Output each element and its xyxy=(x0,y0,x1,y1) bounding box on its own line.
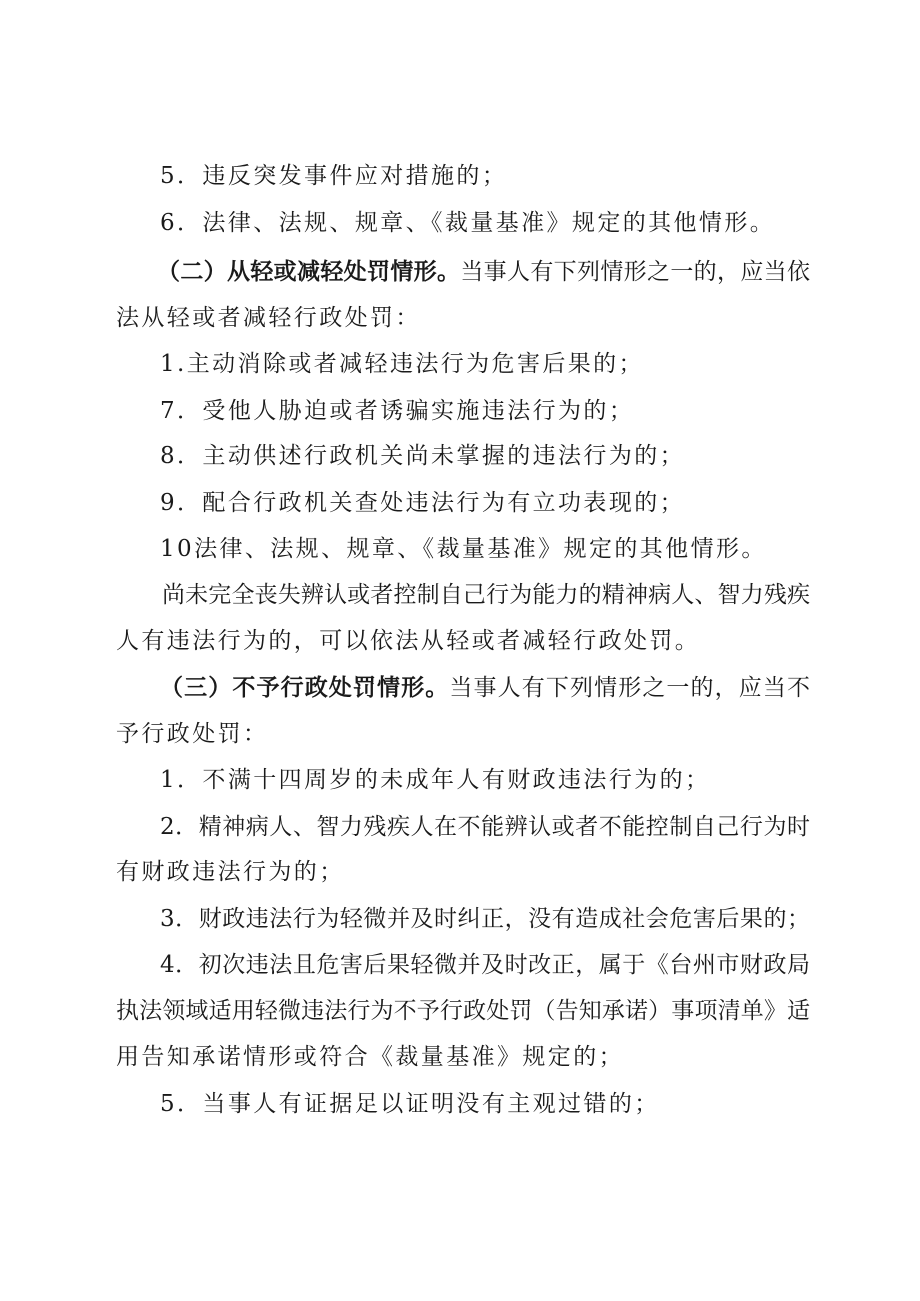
item-7-coerced: 7．受他人胁迫或者诱骗实施违法行为的； xyxy=(160,398,635,424)
item-9-cooperation: 9．配合行政机关查处违法行为有立功表现的； xyxy=(160,490,686,516)
section-3-intro: 当事人有下列情形之一的，应当不 xyxy=(449,675,811,701)
mental-illness-paragraph-line2: 人有违法行为的，可以依法从轻或者减轻行政处罚。 xyxy=(116,628,701,654)
section-2-heading-line xyxy=(157,257,810,287)
item-3-minor-violation: 3．财政违法行为轻微并及时纠正，没有造成社会危害后果的； xyxy=(160,906,810,932)
section-2-intro: 当事人有下列情形之一的，应当依 xyxy=(460,259,811,285)
section-3-intro-continued: 予行政处罚： xyxy=(116,721,269,747)
item-5-violate-emergency-measures: 5．违反突发事件应对措施的； xyxy=(160,163,508,189)
section-3-heading: （三）不予行政处罚情形。 xyxy=(160,674,450,701)
item-10-other-circumstances: 10法律、法规、规章、《裁量基准》规定的其他情形。 xyxy=(160,536,767,562)
section-2-heading: （二）从轻或减轻处罚情形。 xyxy=(157,258,461,285)
item-1-eliminate-harm: 1.主动消除或者减轻违法行为危害后果的； xyxy=(160,351,644,377)
item-2-mental-illness-line1: 2．精神病人、智力残疾人在不能辨认或者不能控制自己行为时 xyxy=(160,814,810,840)
item-1-under-fourteen: 1．不满十四周岁的未成年人有财政违法行为的； xyxy=(160,767,711,793)
mental-illness-paragraph-line1: 尚未完全丧失辨认或者控制自己行为能力的精神病人、智力残疾 xyxy=(162,582,810,608)
item-4-first-offense-line3: 用告知承诺情形或符合《裁量基准》规定的； xyxy=(116,1044,624,1070)
section-2-intro-continued: 法从轻或者减轻行政处罚： xyxy=(116,305,421,331)
section-3-heading-line xyxy=(160,673,810,703)
item-4-first-offense-line2: 执法领域适用轻微违法行为不予行政处罚（告知承诺）事项清单》适 xyxy=(116,998,810,1024)
item-2-mental-illness-line2: 有财政违法行为的； xyxy=(116,859,345,885)
item-8-voluntary-confession: 8．主动供述行政机关尚未掌握的违法行为的； xyxy=(160,443,686,469)
item-4-first-offense-line1: 4．初次违法且危害后果轻微并及时改正，属于《台州市财政局 xyxy=(160,952,810,978)
item-5-no-subjective-fault: 5．当事人有证据足以证明没有主观过错的； xyxy=(160,1091,660,1117)
item-6-other-circumstances: 6．法律、法规、规章、《裁量基准》规定的其他情形。 xyxy=(160,210,776,236)
